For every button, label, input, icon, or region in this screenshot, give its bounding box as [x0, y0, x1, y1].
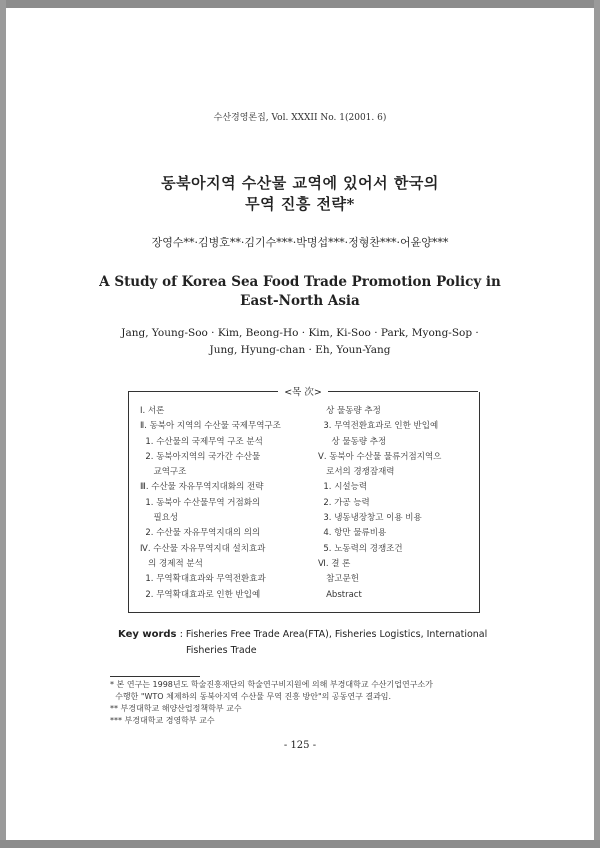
toc-item: 의 경제적 분석: [140, 558, 203, 569]
scan-border-top: [0, 0, 600, 8]
toc-item: Ⅲ. 수산물 자유무역지대화의 전략: [140, 482, 264, 493]
english-authors-line-1: Jang, Young-Soo · Kim, Beong-Ho · Kim, Ki-Soo · Park, Myong-Sop ·: [121, 327, 479, 339]
toc-item: 3. 냉동냉장창고 이용 비용: [318, 513, 422, 524]
toc-item: 4. 항만 물류비용: [318, 528, 387, 539]
toc-item: 필요성: [140, 513, 179, 524]
toc-item: 상 물동량 추정: [318, 406, 381, 416]
toc-item: Abstract: [318, 589, 362, 600]
toc-item: 교역구조: [140, 467, 187, 478]
toc-item: 2. 동북아지역의 국가간 수산물: [140, 451, 261, 462]
toc-heading-text: <목 次>: [284, 387, 322, 398]
korean-title-line-2: 무역 진흥 전략*: [245, 195, 355, 213]
scan-border-right: [594, 0, 600, 848]
toc-item: 1. 시설능력: [318, 482, 368, 493]
toc-item: 5. 노동력의 경쟁조건: [318, 543, 403, 554]
toc-item: 상 물동량 추정: [318, 436, 387, 447]
english-title-line-2: East-North Asia: [240, 293, 360, 309]
journal-header: 수산경영론집, Vol. XXXII No. 1(2001. 6): [213, 113, 387, 123]
scan-border-bottom: [0, 840, 600, 848]
korean-title-line-1: 동북아지역 수산물 교역에 있어서 한국의: [161, 174, 439, 192]
toc-item: Ⅰ. 서론: [140, 406, 165, 416]
keywords-line-1: : Fisheries Free Trade Area(FTA), Fisheries Logistics, International: [179, 629, 488, 640]
toc-item: Ⅳ. 수산물 자유무역지대 설치효과: [140, 543, 266, 554]
footnotes: [110, 679, 530, 727]
footnote-divider: [110, 676, 200, 677]
keywords-label: Key words: [118, 629, 177, 640]
toc-item: 1. 수산물의 국제무역 구조 분석: [140, 436, 263, 447]
footnote: 수행한 "WTO 체제하의 동북아지역 수산물 무역 진흥 방안"의 공동연구 결과임.: [110, 692, 392, 701]
toc-item: 참고문헌: [318, 574, 359, 585]
keywords: [118, 627, 538, 659]
korean-authors: 장영수**·김병호**·김기수***·박명섭***·정형찬***·어윤양***: [151, 236, 449, 249]
footnote: *** 부경대학교 경영학부 교수: [110, 716, 215, 725]
toc-item: 2. 무역확대효과로 인한 반입예: [140, 589, 261, 600]
page-number: - 125 -: [283, 740, 317, 751]
footnote: ** 부경대학교 해양산업정책학부 교수: [110, 704, 242, 713]
footnote: * 본 연구는 1998년도 학술진흥재단의 학술연구비지원에 의해 부경대학교 수산기업연구소가: [110, 680, 433, 689]
english-authors-line-2: Jung, Hyung-chan · Eh, Youn-Yang: [209, 344, 391, 356]
toc-item: Ⅴ. 동북아 수산물 물류거점지역으: [318, 451, 442, 462]
toc-item: 2. 가공 능력: [318, 497, 370, 508]
toc-right-column: [318, 404, 478, 603]
english-title-line-1: A Study of Korea Sea Food Trade Promotion Policy in: [99, 274, 501, 290]
toc-item: Ⅵ. 결 론: [318, 558, 351, 569]
toc-item: 로서의 경쟁잠재력: [318, 467, 395, 478]
toc-left-column: [140, 404, 310, 603]
toc-item: 1. 무역확대효과와 무역전환효과: [140, 574, 266, 585]
toc-item: 1. 동북아 수산물무역 거점화의: [140, 497, 261, 508]
scan-border-left: [0, 0, 6, 848]
toc-item: Ⅱ. 동북아 지역의 수산물 국제무역구조: [140, 421, 281, 432]
toc-item: 2. 수산물 자유무역지대의 의의: [140, 528, 261, 539]
toc-item: 3. 무역전환효과로 인한 반입예: [318, 421, 439, 432]
keywords-line-2: Fisheries Trade: [186, 645, 257, 656]
